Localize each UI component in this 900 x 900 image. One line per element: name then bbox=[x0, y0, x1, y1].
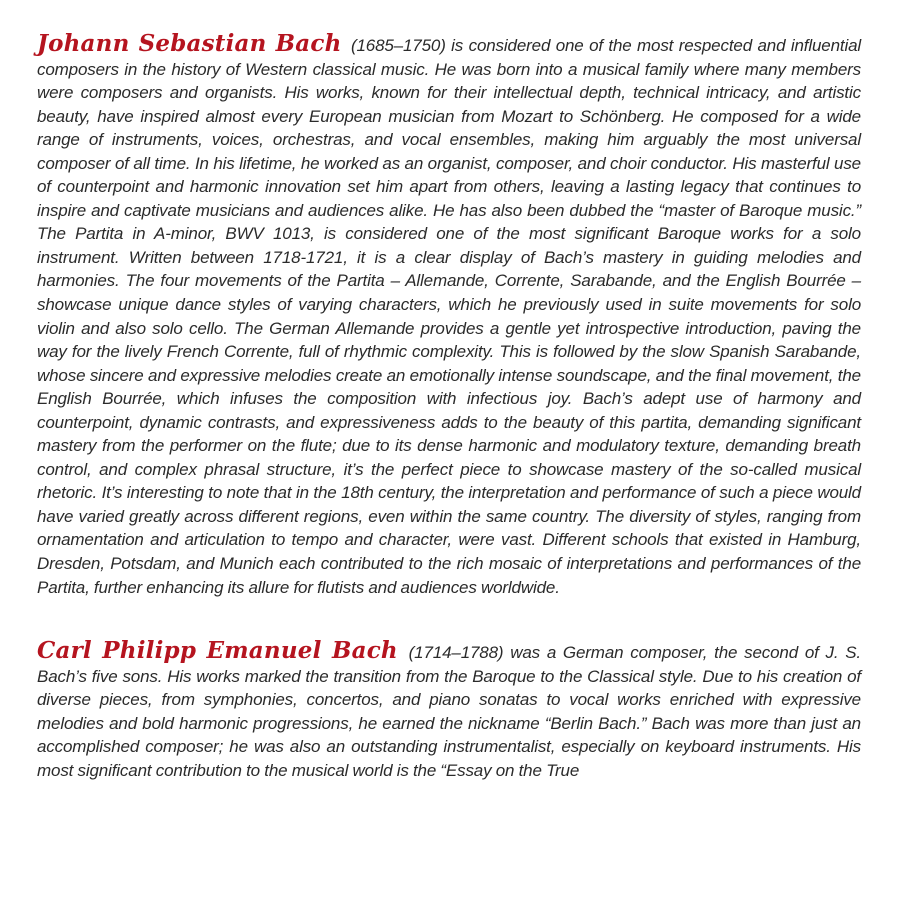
bio-js-bach bbox=[37, 32, 861, 599]
bio-cpe-bach bbox=[37, 639, 861, 782]
composer-name-js-bach: Johann Sebastian Bach bbox=[37, 30, 342, 57]
bio-text-cpe-bach: (1714–1788) was a German composer, the second of J. S. Bach’s five sons. His works marked the transition from the Baroque to the Classical style. Due to his creation of diverse pieces, from symphonies, concertos, and piano sonatas to vocal works enriched with expressive melodies and bold harmonic progressions, he earned the nickname “Berlin Bach.” Bach was more than just an accomplished composer; he was also an outstanding instrumentalist, especially on keyboard instruments. His most significant contribution to the musical world is the “Essay on the True bbox=[37, 643, 862, 780]
bio-text-js-bach: (1685–1750) is considered one of the most respected and influential composers in the history of Western classical music. He was born into a musical family where many members were composers and organists. His works, known for their intellectual depth, technical intricacy, and artistic beauty, have inspired almost every European musician from Mozart to Schönberg. He composed for a wide range of instruments, voices, orchestras, and vocal ensembles, making him arguably the most universal composer of all time. In his lifetime, he worked as an organist, composer, and choir conductor. His masterful use of counterpoint and harmonic innovation set him apart from others, leaving a lasting legacy that continues to inspire and captivate musicians and audiences alike. He has also been dubbed the “master of Baroque music.” The Partita in A-minor, BWV 1013, is considered one of the most significant Baroque works for a solo instrument. Written between 1718-1721, it is a clear display of Bach’s mastery in guiding melodies and harmonies. The four movements of the Partita – Allemande, Corrente, Sarabande, and the English Bourrée – showcase unique dance styles of varying characters, which he previously used in suite movements for solo violin and also solo cello. The German Allemande provides a gentle yet introspective introduction, paving the way for the lively French Corrente, full of rhythmic complexity. This is followed by the slow Spanish Sarabande, whose sincere and expressive melodies create an emotionally intense soundscape, and the final movement, the English Bourrée, which infuses the composition with infectious joy. Bach’s adept use of harmony and counterpoint, dynamic contrasts, and expressiveness adds to the beauty of this partita, demanding significant mastery from the performer on the flute; due to its dense harmonic and modulatory texture, demanding breath control, and complex phrasal structure, it’s the perfect piece to showcase mastery of the so-called musical rhetoric. It’s interesting to note that in the 18th century, the interpretation and performance of such a piece would have varied greatly across different regions, even within the same country. The diversity of styles, ranging from ornamentation and articulation to tempo and character, were vast. Different schools that existed in Hamburg, Dresden, Potsdam, and Munich each contributed to the rich mosaic of interpretations and performances of the Partita, further enhancing its allure for flutists and audiences worldwide. bbox=[37, 36, 861, 597]
composer-name-cpe-bach: Carl Philipp Emanuel Bach bbox=[37, 637, 398, 665]
booklet-page bbox=[37, 32, 861, 782]
